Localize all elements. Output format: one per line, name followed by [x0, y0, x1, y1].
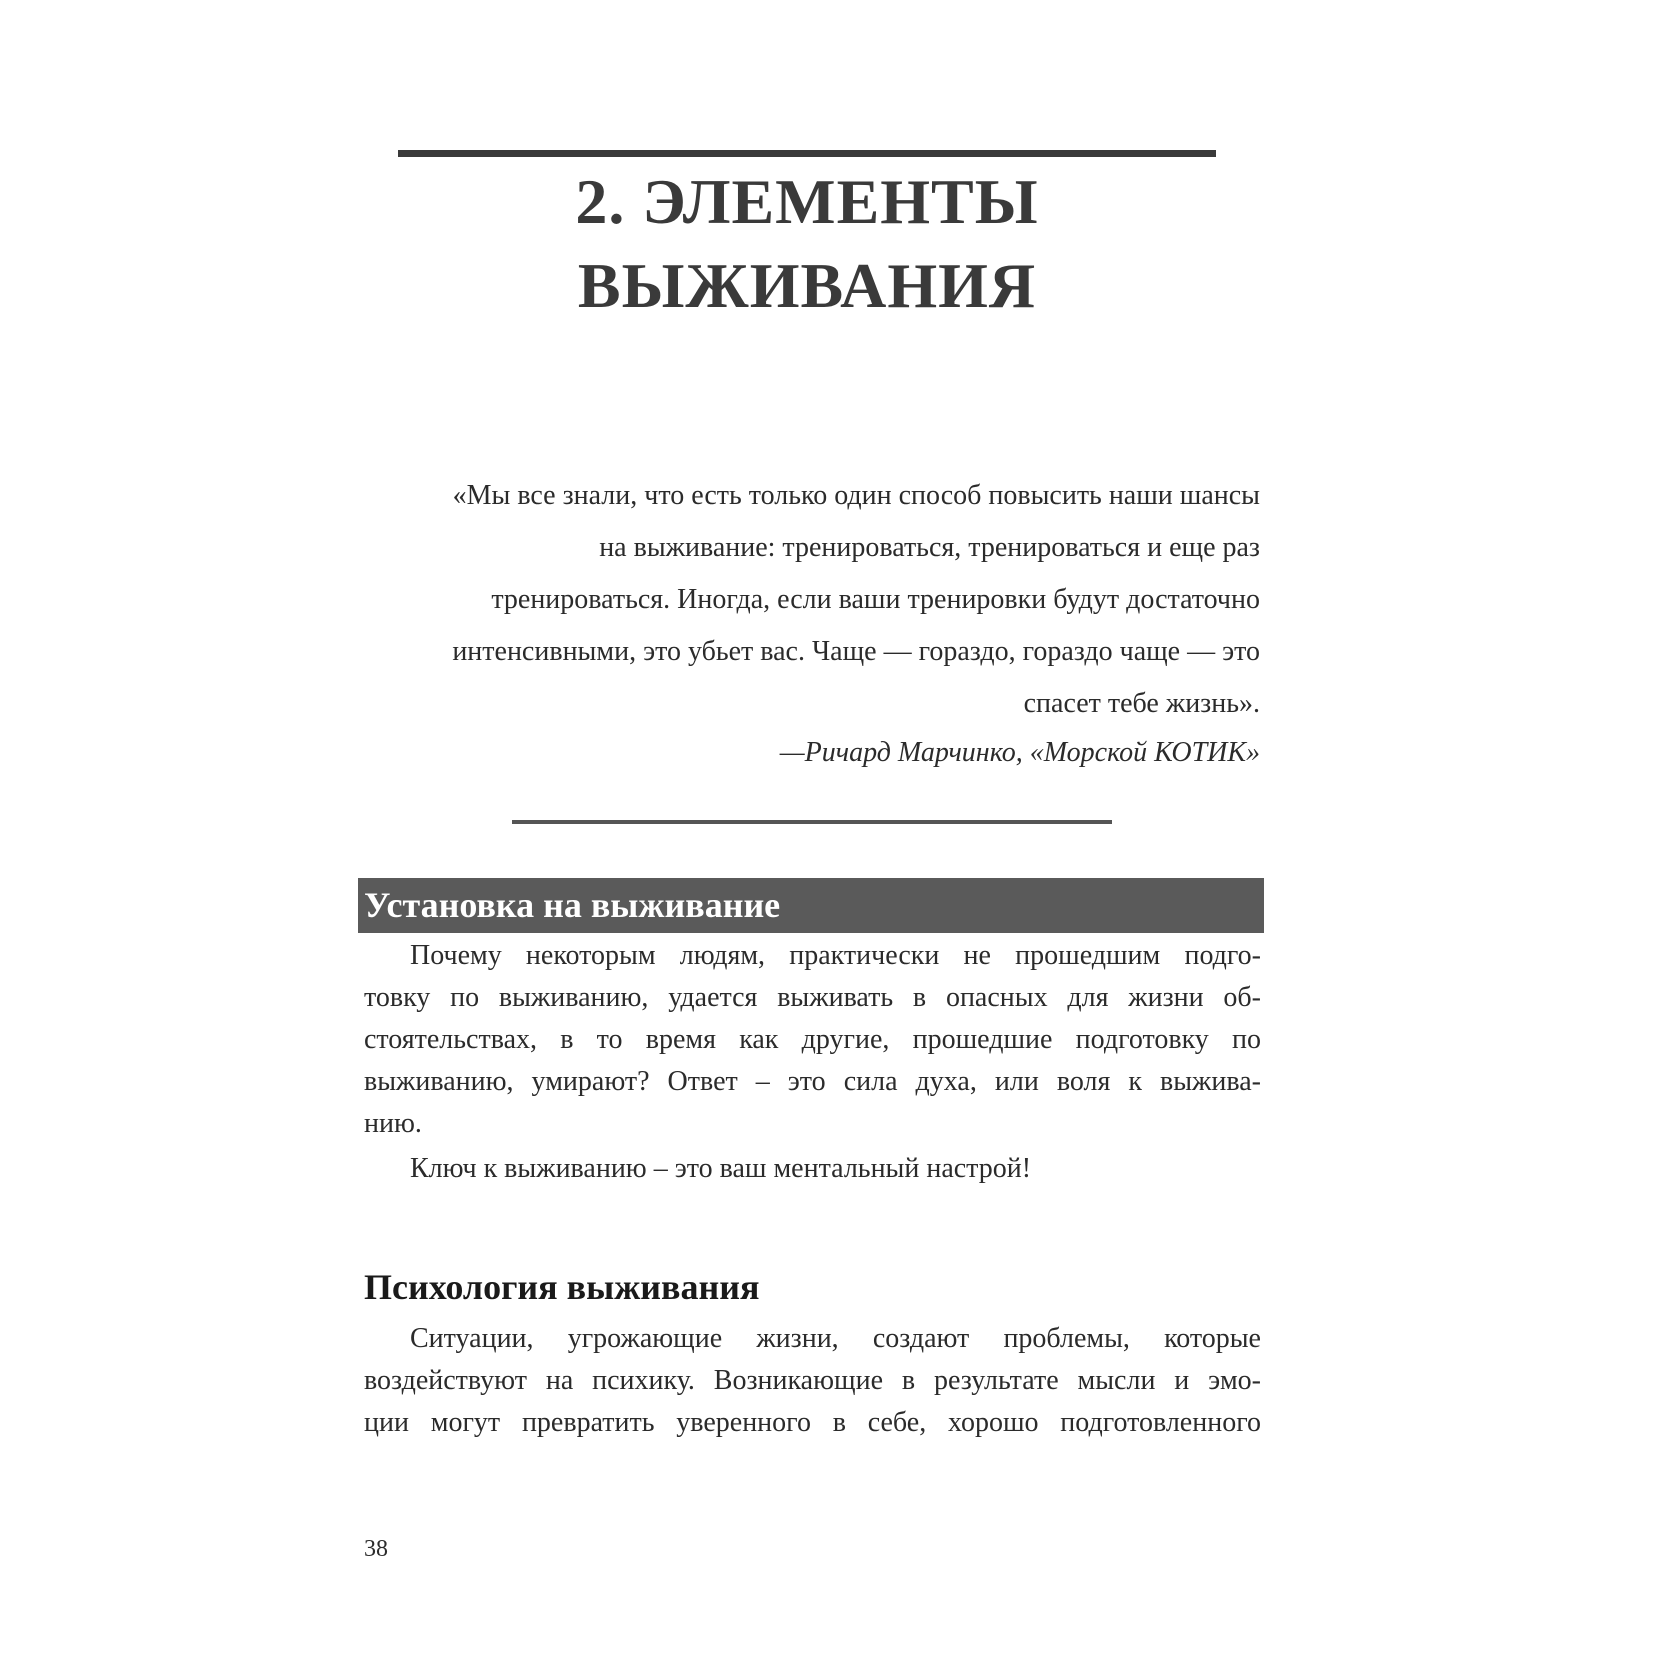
epigraph-quote: [360, 470, 1260, 730]
section-title-psychology: Психология выживания: [364, 1267, 760, 1307]
paragraph-line: Ключ к выживанию – это ваш ментальный настрой!: [410, 1153, 1032, 1184]
chapter-title-line-2: ВЫЖИВАНИЯ: [577, 250, 1037, 321]
epigraph-line: тренироваться. Иногда, если ваши тренировки будут достаточно: [491, 584, 1260, 615]
paragraph-line: Ситуации, угрожающие жизни, создают проблемы, которые: [410, 1323, 1261, 1354]
section1-paragraph-2: [364, 1148, 1261, 1190]
paragraph-line: воздействуют на психику. Возникающие в результате мысли и эмо-: [364, 1365, 1261, 1396]
paragraph-line: Почему некоторым людям, практически не прошедшим подго-: [410, 940, 1261, 971]
chapter-top-rule: [398, 150, 1216, 157]
section2-paragraph: [364, 1318, 1261, 1444]
epigraph-line: интенсивными, это убьет вас. Чаще — гораздо, гораздо чаще — это: [452, 636, 1260, 667]
epigraph-line: «Мы все знали, что есть только один способ повысить наши шансы: [452, 480, 1260, 511]
paragraph-line: выживанию, умирают? Ответ – это сила духа, или воля к выжива-: [364, 1066, 1261, 1097]
section-header-bar: [358, 878, 1264, 933]
section-title-mindset: Установка на выживание: [364, 885, 781, 925]
page-number: 38: [364, 1536, 388, 1562]
paragraph-line: товку по выживанию, удается выживать в опасных для жизни об-: [364, 982, 1261, 1013]
chapter-title: [398, 160, 1216, 328]
paragraph-line: нию.: [364, 1108, 422, 1139]
section1-paragraph-1: [364, 935, 1261, 1145]
chapter-title-line-1: 2. ЭЛЕМЕНТЫ: [575, 166, 1039, 237]
paragraph-line: стоятельствах, в то время как другие, прошедшие подготовку по: [364, 1024, 1261, 1055]
epigraph-line: спасет тебе жизнь».: [1023, 688, 1260, 719]
epigraph-divider: [512, 820, 1112, 824]
epigraph-author: —Ричард Марчинко, «Морской КОТИК»: [779, 737, 1260, 768]
paragraph-line: ции могут превратить уверенного в себе, хорошо подготовленного: [364, 1407, 1261, 1438]
epigraph-line: на выживание: тренироваться, тренироваться и еще раз: [599, 532, 1260, 563]
